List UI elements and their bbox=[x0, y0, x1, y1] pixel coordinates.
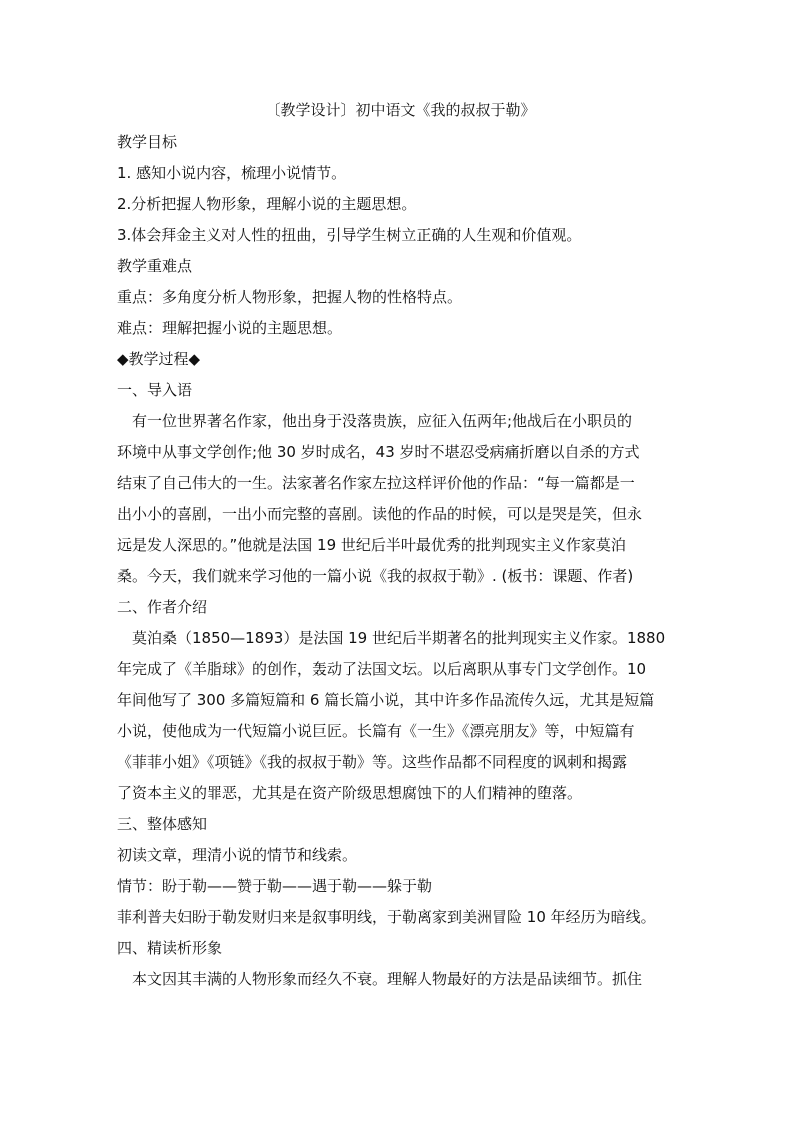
goal-item: 1. 感知小说内容，梳理小说情节。 bbox=[117, 164, 347, 182]
paragraph-line: 环境中从事文学创作;他 30 岁时成名，43 岁时不堪忍受病痛折磨以自杀的方式 bbox=[117, 443, 640, 461]
plot-line: 情节：盼于勒——赞于勒——遇于勒——躲于勒 bbox=[117, 877, 433, 895]
difficult-point: 难点：理解把握小说的主题思想。 bbox=[117, 319, 343, 337]
paragraph-line: 年完成了《羊脂球》的创作，轰动了法国文坛。以后离职从事专门文学创作。10 bbox=[117, 660, 647, 678]
paragraph-line: 桑。今天，我们就来学习他的一篇小说《我的叔叔于勒》. (板书：课题、作者) bbox=[117, 567, 634, 585]
goal-item: 3.体会拜金主义对人性的扭曲，引导学生树立正确的人生观和价值观。 bbox=[117, 226, 582, 244]
goal-item: 2.分析把握人物形象，理解小说的主题思想。 bbox=[117, 195, 417, 213]
paragraph-line: 年间他写了 300 多篇短篇和 6 篇长篇小说，其中许多作品流传久远，尤其是短篇 bbox=[117, 691, 655, 709]
paragraph-line: 小说，使他成为一代短篇小说巨匠。长篇有《一生》《漂亮朋友》等，中短篇有 bbox=[117, 722, 635, 740]
paragraph-line: 初读文章，理清小说的情节和线索。 bbox=[117, 846, 358, 864]
paragraph-line: 莫泊桑（1850—1893）是法国 19 世纪后半期著名的批判现实主义作家。1880 bbox=[132, 629, 666, 647]
paragraph-line: 远是发人深思的。”他就是法国 19 世纪后半叶最优秀的批判现实主义作家莫泊 bbox=[117, 536, 626, 554]
paragraph-line: 本文因其丰满的人物形象而经久不衰。理解人物最好的方法是品读细节。抓住 bbox=[132, 970, 643, 988]
section-heading: 一、导入语 bbox=[117, 381, 193, 399]
process-heading: ◆教学过程◆ bbox=[117, 350, 201, 368]
paragraph-line: 了资本主义的罪恶，尤其是在资产阶级思想腐蚀下的人们精神的堕落。 bbox=[117, 784, 583, 802]
section-heading: 三、整体感知 bbox=[117, 815, 208, 833]
paragraph-line: 出小小的喜剧，一出小而完整的喜剧。读他的作品的时候，可以是哭是笑，但永 bbox=[117, 505, 643, 523]
goals-heading: 教学目标 bbox=[117, 133, 178, 151]
section-heading: 四、精读析形象 bbox=[117, 939, 223, 957]
section-heading: 二、作者介绍 bbox=[117, 598, 208, 616]
document-title: 〔教学设计〕初中语文《我的叔叔于勒》 bbox=[265, 101, 536, 119]
paragraph-line: 结束了自己伟大的一生。法家著名作家左拉这样评价他的作品：“每一篇都是一 bbox=[117, 474, 635, 492]
paragraph-line: 《菲菲小姐》《项链》《我的叔叔于勒》等。这些作品都不同程度的讽刺和揭露 bbox=[117, 753, 628, 771]
keypoints-heading: 教学重难点 bbox=[117, 257, 193, 275]
paragraph-line: 菲利普夫妇盼于勒发财归来是叙事明线，于勒离家到美洲冒险 10 年经历为暗线。 bbox=[117, 908, 656, 926]
key-point: 重点：多角度分析人物形象，把握人物的性格特点。 bbox=[117, 288, 463, 306]
paragraph-line: 有一位世界著名作家，他出身于没落贵族，应征入伍两年;他战后在小职员的 bbox=[132, 412, 633, 430]
